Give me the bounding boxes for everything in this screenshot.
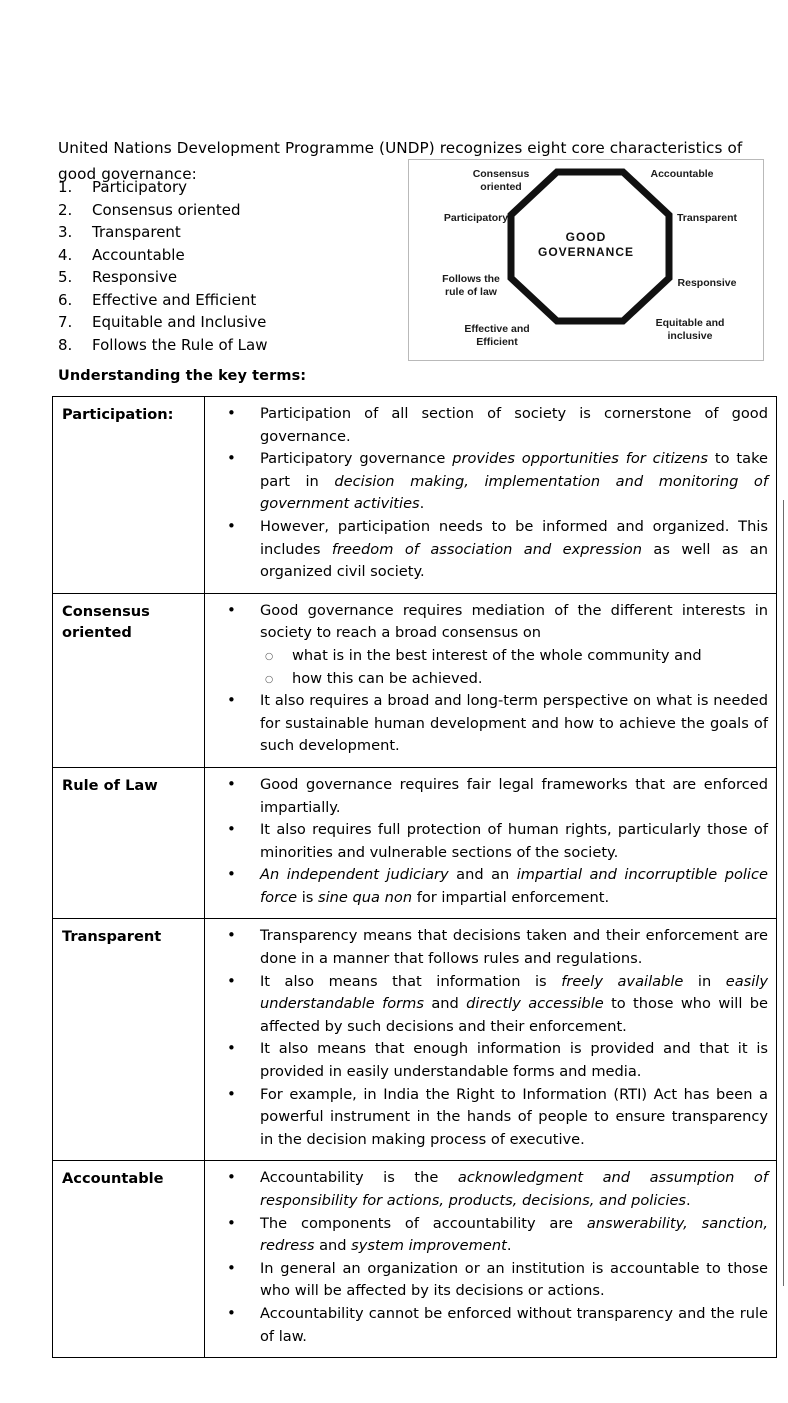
bullet-text: In general an organization or an institution is accountable to those who will be affected by its decisions or actions. — [260, 1259, 768, 1300]
term-cell: Accountable — [53, 1161, 205, 1358]
octagon-label-transparent: Transparent — [676, 212, 738, 224]
emphasis-text: An independent judiciary — [260, 866, 449, 884]
list-item-label: Consensus oriented — [92, 200, 241, 219]
bullet-text: Good governance requires fair legal frameworks that are enforced impartially. — [260, 775, 768, 816]
emphasis-text: acknowledgment and assumption of responsibility for actions, products, decisions, and policies — [260, 1169, 768, 1209]
bullet-item — [205, 403, 768, 448]
description-cell — [205, 1161, 777, 1358]
bullet-item — [205, 448, 768, 516]
emphasis-text: sine qua non — [318, 888, 413, 906]
list-item — [58, 244, 388, 267]
bullet-text: However, participation needs to be informed and organized. This includes — [260, 517, 768, 558]
bullet-text: for impartial enforcement. — [412, 888, 610, 906]
list-item-label: Follows the Rule of Law — [92, 335, 268, 354]
octagon-label-responsive: Responsive — [677, 277, 737, 289]
octagon-label-participatory: Participatory — [443, 212, 509, 224]
bullet-list — [205, 600, 768, 758]
label-line-1: Consensus — [472, 168, 530, 180]
octagon-center-label — [409, 230, 763, 260]
list-item-label: Responsive — [92, 268, 178, 286]
bullet-text: Accountability cannot be enforced without transparency and the rule of law. — [260, 1304, 768, 1345]
emphasis-text: impartial and incorruptible police force — [260, 866, 768, 906]
label-line-2: Efficient — [476, 336, 518, 348]
bullet-text: to take part in — [260, 450, 769, 490]
list-item — [58, 176, 388, 199]
sub-bullet-item — [260, 668, 768, 691]
bullet-text: Good governance requires mediation of the different interests in society to reach a broad consensus on — [260, 601, 768, 642]
bullet-item — [205, 600, 768, 690]
characteristics-list — [58, 176, 388, 356]
bullet-item — [205, 774, 768, 819]
list-item-number: 5. — [58, 268, 73, 286]
label-line-1: Follows the — [442, 273, 500, 285]
bullet-text: and — [314, 1237, 352, 1255]
term-cell: Consensus oriented — [53, 593, 205, 767]
list-item — [58, 266, 388, 289]
list-item-number: 1. — [58, 178, 73, 196]
list-item-number: 8. — [58, 335, 73, 354]
list-item — [58, 221, 388, 244]
bullet-text: It also means that enough information is provided and that it is provided in easily understandable forms and media. — [260, 1040, 768, 1081]
bullet-list — [205, 1167, 768, 1348]
description-cell — [205, 919, 777, 1161]
list-item-label: Transparent — [92, 223, 181, 241]
list-item-number: 6. — [58, 290, 73, 309]
bullet-text: It also requires full protection of human rights, particularly those of minorities and vulnerable sections of the society. — [260, 821, 768, 861]
label-line-1: Effective and — [464, 323, 530, 335]
sub-bullet-text: what is in the best interest of the whole community and — [292, 646, 702, 664]
page-edge-rule — [783, 500, 784, 1286]
octagon-label-effective-and-efficient — [447, 323, 547, 349]
sub-bullet-text: how this can be achieved. — [292, 669, 483, 687]
label-line-1: Equitable and — [655, 317, 725, 329]
bullet-text: It also requires a broad and long-term perspective on what is needed for sustainable human development and how to achieve the goals of such development. — [260, 692, 768, 755]
bullet-item — [205, 1084, 768, 1152]
bullet-item — [205, 1038, 768, 1083]
description-cell — [205, 767, 777, 919]
bullet-item — [205, 819, 768, 864]
table-row — [53, 919, 777, 1161]
table-row — [53, 593, 777, 767]
emphasis-text: directly accessible — [466, 995, 604, 1013]
emphasis-text: easily understandable forms — [260, 972, 768, 1013]
key-terms-table — [52, 396, 777, 1358]
bullet-item — [205, 1213, 768, 1258]
bullet-list — [205, 403, 768, 584]
list-item — [58, 199, 388, 222]
bullet-list — [205, 774, 768, 910]
list-item-number: 4. — [58, 245, 73, 264]
bullet-text: and an — [448, 866, 517, 884]
bullet-text: in — [683, 972, 726, 990]
octagon-label-accountable: Accountable — [650, 168, 714, 180]
octagon-label-equitable-and-inclusive — [635, 317, 745, 343]
emphasis-text: decision making, implementation and monitoring of government activities — [260, 472, 768, 513]
bullet-item — [205, 516, 768, 584]
list-item — [58, 311, 388, 334]
good-governance-octagon-figure — [408, 159, 764, 361]
bullet-item — [205, 1167, 768, 1212]
label-line-2: oriented — [480, 181, 522, 193]
list-item-label: Participatory — [92, 178, 188, 196]
list-item-label: Effective and Efficient — [92, 290, 257, 309]
term-cell: Rule of Law — [53, 767, 205, 919]
bullet-text: Participation of all section of society is cornerstone of good governance. — [260, 405, 768, 445]
emphasis-text: provides opportunities for citizens — [452, 450, 709, 468]
bullet-text: to those who will be affected by such decisions and their enforcement. — [260, 995, 768, 1035]
sub-bullet-list — [260, 645, 768, 690]
bullet-text: . — [419, 495, 425, 513]
list-item — [58, 334, 388, 357]
bullet-item — [205, 925, 768, 970]
emphasis-text: freedom of association and expression — [331, 540, 642, 558]
term-cell: Transparent — [53, 919, 205, 1161]
label-line-2: inclusive — [667, 330, 713, 342]
label-line-2: rule of law — [445, 286, 497, 298]
list-item-number: 3. — [58, 223, 73, 241]
emphasis-text: system improvement — [351, 1237, 507, 1255]
intro-paragraph: United Nations Development Programme (UNDP) recognizes eight core characteristics of good governance: — [58, 139, 743, 184]
description-cell — [205, 397, 777, 594]
bullet-text: . — [686, 1192, 691, 1209]
bullet-item — [205, 690, 768, 758]
bullet-item — [205, 864, 768, 909]
section-heading: Understanding the key terms: — [58, 368, 307, 384]
list-item-number: 2. — [58, 200, 73, 219]
bullet-item — [205, 1258, 768, 1303]
bullet-text: and — [423, 995, 467, 1013]
octagon-label-follows-rule-of-law — [421, 273, 521, 299]
table-row — [53, 397, 777, 594]
bullet-text: It also means that information is — [260, 972, 562, 990]
bullet-text: For example, in India the Right to Information (RTI) Act has been a powerful instrument in the hands of people to ensure transparency in the decision making process of executive. — [260, 1085, 768, 1148]
bullet-text: . — [506, 1237, 512, 1255]
octagon-label-consensus-oriented — [451, 168, 551, 194]
list-item-label: Accountable — [92, 245, 185, 264]
bullet-text: is — [297, 888, 319, 906]
bullet-item — [205, 1303, 768, 1348]
octagon-center-line2: GOVERNANCE — [537, 245, 634, 259]
term-cell: Participation: — [53, 397, 205, 594]
table-row — [53, 767, 777, 919]
bullet-list — [205, 925, 768, 1151]
emphasis-text: answerability, sanction, redress — [260, 1214, 768, 1255]
emphasis-text: freely available — [561, 972, 684, 990]
bullet-text: as well as an organized civil society. — [260, 540, 768, 581]
bullet-text: The components of accountability are — [260, 1214, 587, 1232]
list-item-number: 7. — [58, 313, 73, 331]
bullet-text: Accountability is the — [260, 1169, 458, 1187]
bullet-text: Transparency means that decisions taken and their enforcement are done in a manner that follows rules and regulations. — [260, 927, 768, 968]
octagon-center-line1: GOOD — [565, 230, 607, 244]
bullet-text: Participatory governance — [260, 450, 453, 468]
table-row — [53, 1161, 777, 1358]
list-item-label: Equitable and Inclusive — [92, 313, 267, 331]
bullet-item — [205, 971, 768, 1039]
description-cell — [205, 593, 777, 767]
list-item — [58, 289, 388, 312]
sub-bullet-item — [260, 645, 768, 668]
